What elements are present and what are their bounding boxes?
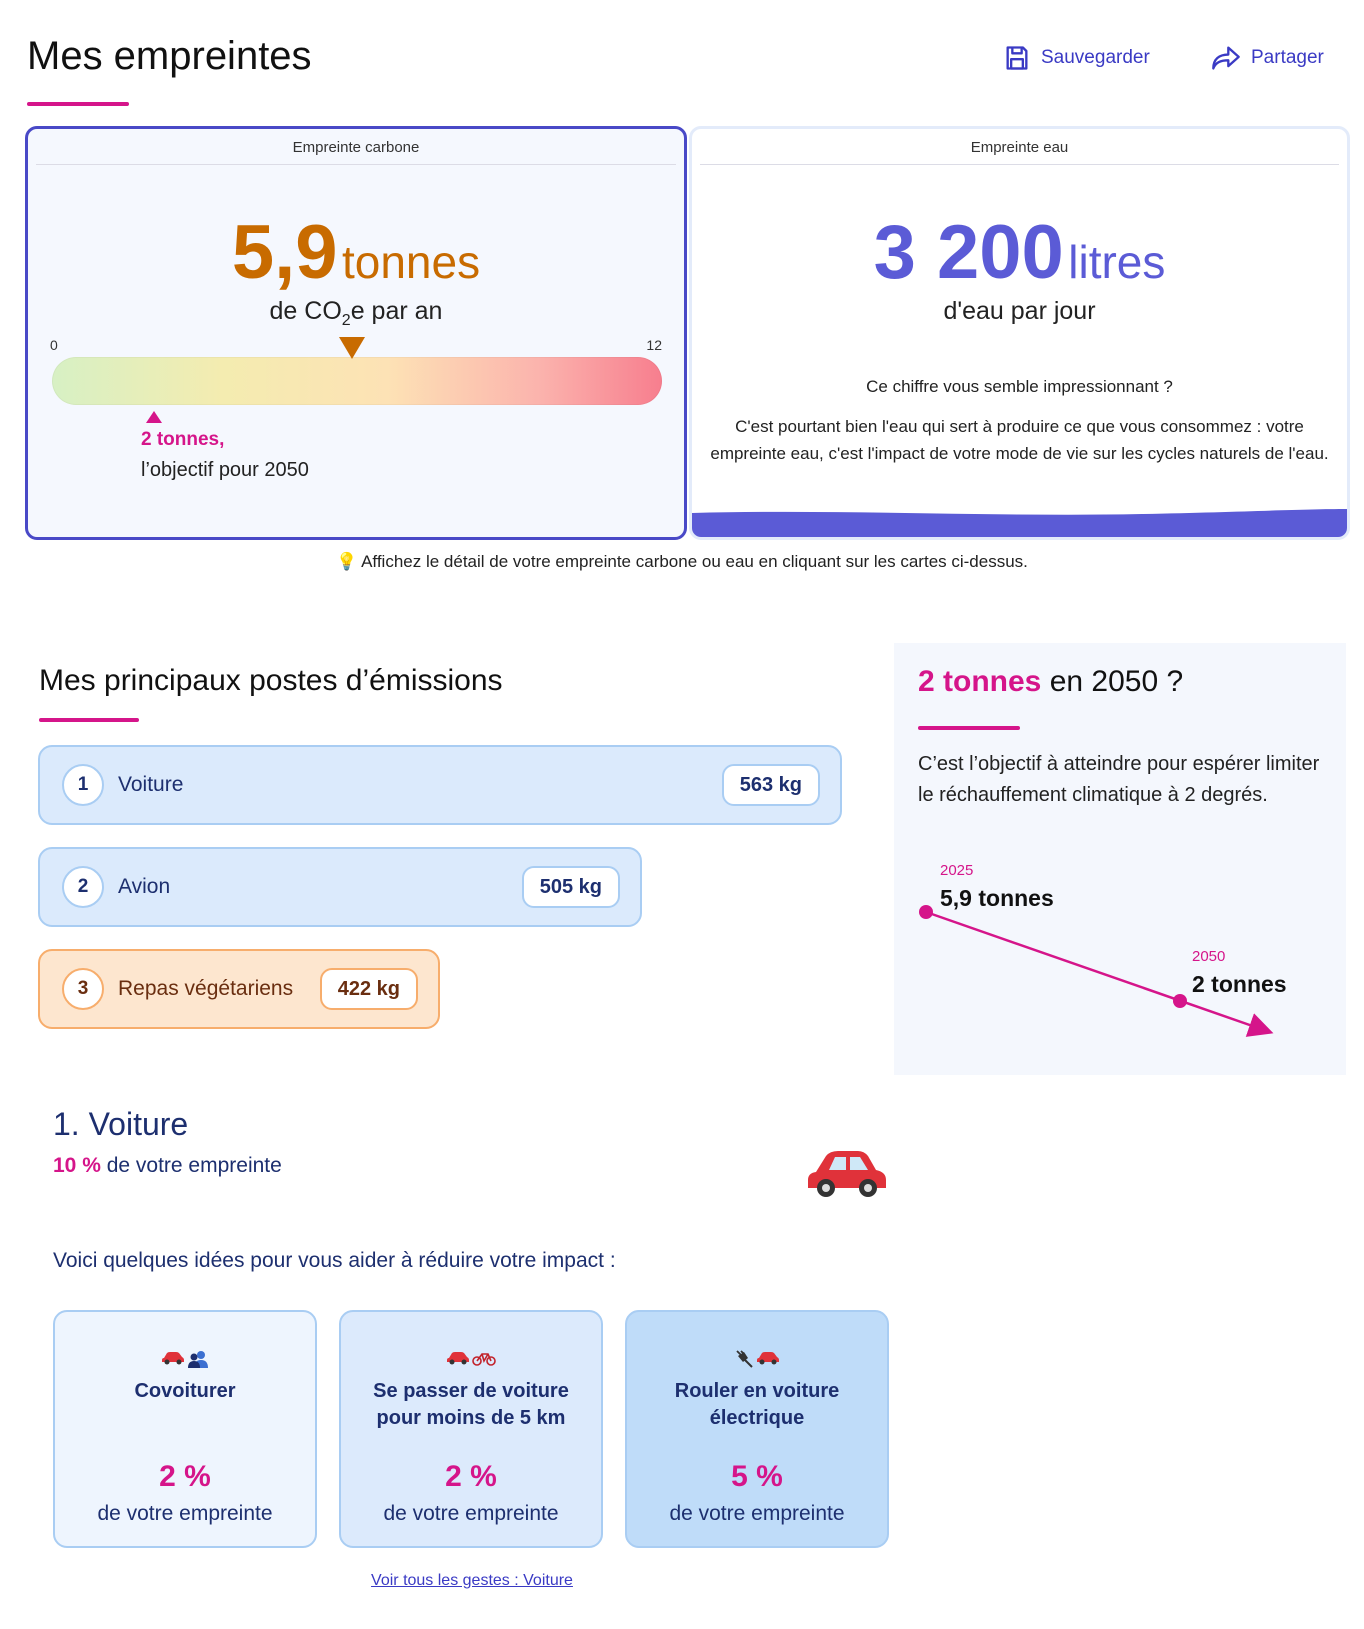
action-card-se-passer-de-voiture[interactable] xyxy=(339,1310,603,1548)
poste-rank: 1 xyxy=(62,764,104,806)
save-icon xyxy=(1003,44,1031,72)
action-of: de votre empreinte xyxy=(383,1502,559,1525)
poste-label: Repas végétariens xyxy=(118,977,294,1000)
save-label: Sauvegarder xyxy=(1041,47,1150,68)
trajectory-start-point xyxy=(919,905,933,919)
poste-value: 422 kg xyxy=(320,968,418,1010)
poste-item-voiture[interactable] xyxy=(38,745,842,825)
save-button[interactable] xyxy=(1003,40,1150,76)
poste-label: Voiture xyxy=(118,773,184,796)
plug-icon xyxy=(734,1350,754,1368)
carbon-card-label: Empreinte carbone xyxy=(36,139,676,165)
poste-value: 563 kg xyxy=(722,764,820,806)
target-text: l’objectif pour 2050 xyxy=(141,459,309,481)
action-pct: 2 % xyxy=(159,1460,211,1493)
poste-label: Avion xyxy=(118,875,171,898)
target-panel-title: 2 tonnes en 2050 ? xyxy=(918,665,1184,698)
action-name: Se passer de voiture pour moins de 5 km xyxy=(373,1380,569,1429)
gauge-max-label: 12 xyxy=(646,337,662,353)
hint-text: 💡 Affichez le détail de votre empreinte carbone ou eau en cliquant sur les cartes ci-dessus. xyxy=(336,552,1028,571)
ideas-intro: Voici quelques idées pour vous aider à réduire votre impact : xyxy=(53,1249,616,1272)
poste-value: 505 kg xyxy=(522,866,620,908)
carbon-gauge-bar xyxy=(52,357,662,405)
trajectory-end-point xyxy=(1173,994,1187,1008)
action-card-covoiturer[interactable] xyxy=(53,1310,317,1548)
target-panel-description: C’est l’objectif à atteindre pour espérer limiter le réchauffement climatique à 2 degrés. xyxy=(918,753,1320,806)
postes-title: Mes principaux postes d’émissions xyxy=(39,664,503,697)
poste-item-repas-vegetariens[interactable] xyxy=(38,949,440,1029)
water-value xyxy=(692,209,1347,296)
water-value-number: 3 200 xyxy=(873,210,1064,295)
poste-rank: 3 xyxy=(62,968,104,1010)
action-of: de votre empreinte xyxy=(669,1502,845,1525)
carbon-subtitle: de $CO_2e$ par an xyxy=(269,297,443,329)
carbon-value-unit: tonnes xyxy=(341,236,481,288)
water-question: Ce chiffre vous semble impressionnant ? xyxy=(866,377,1173,396)
water-value-unit: litres xyxy=(1068,236,1166,288)
lightbulb-icon: 💡 xyxy=(336,552,358,571)
carbon-value xyxy=(28,209,684,296)
water-description: C'est pourtant bien l'eau qui sert à produire ce que vous consommez : votre empreinte eau, c'est l'impact de votre mode de vie sur les cycles naturels de l'eau. xyxy=(710,417,1329,463)
water-subtitle: d'eau par jour xyxy=(943,297,1096,325)
carbon-value-number: 5,9 xyxy=(231,210,338,295)
start-year-label: 2025 xyxy=(940,862,974,879)
water-wave-decoration xyxy=(692,507,1347,537)
share-icon xyxy=(1211,44,1241,72)
water-card-label: Empreinte eau xyxy=(700,139,1339,165)
postes-underline xyxy=(39,718,139,722)
page-title: Mes empreintes xyxy=(27,34,312,78)
carbon-footprint-card[interactable] xyxy=(25,126,687,540)
end-value-label: 2 tonnes xyxy=(1192,971,1287,997)
car-icon xyxy=(161,1350,185,1366)
water-footprint-card[interactable] xyxy=(689,126,1350,540)
poste-item-avion[interactable] xyxy=(38,847,642,927)
start-value-label: 5,9 tonnes xyxy=(940,885,1054,911)
action-card-voiture-electrique[interactable] xyxy=(625,1310,889,1548)
action-pct: 5 % xyxy=(731,1460,783,1493)
gauge-min-label: 0 xyxy=(50,337,58,353)
car-icon xyxy=(446,1350,470,1366)
share-button[interactable] xyxy=(1211,40,1324,76)
trajectory-chart xyxy=(894,643,1346,1075)
action-name: Covoiturer xyxy=(134,1380,236,1402)
poste-rank: 2 xyxy=(62,866,104,908)
gauge-current-marker-icon xyxy=(339,337,365,359)
car-icon xyxy=(756,1350,780,1366)
gauge-target-marker-icon xyxy=(146,411,162,423)
people-icon xyxy=(187,1350,209,1368)
action-of: de votre empreinte xyxy=(97,1502,273,1525)
end-year-label: 2050 xyxy=(1192,948,1226,965)
see-all-actions-link[interactable]: Voir tous les gestes : Voiture xyxy=(371,1572,573,1589)
bike-icon xyxy=(472,1350,496,1366)
car-icon xyxy=(806,1148,888,1200)
action-name: Rouler en voiture électrique xyxy=(674,1380,840,1429)
category-title: 1. Voiture xyxy=(53,1106,189,1142)
target-2050-panel xyxy=(894,643,1346,1075)
target-value: 2 tonnes, xyxy=(141,429,225,450)
action-pct: 2 % xyxy=(445,1460,497,1493)
title-underline xyxy=(27,102,129,106)
share-label: Partager xyxy=(1251,47,1324,68)
category-share: 10 % de votre empreinte xyxy=(53,1154,282,1177)
